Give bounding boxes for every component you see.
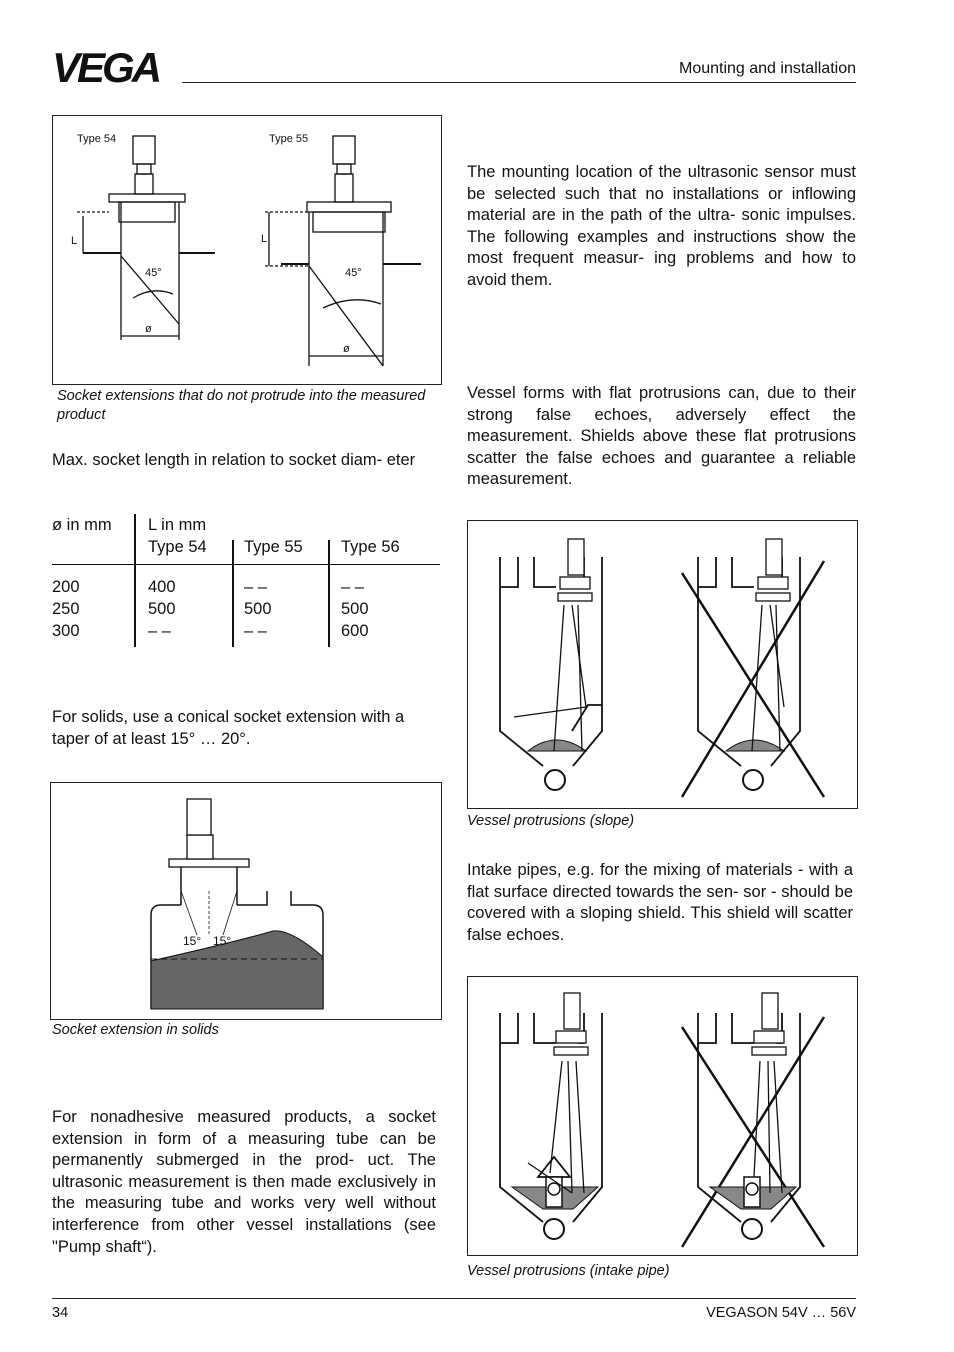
figure-socket-solids	[50, 782, 442, 1020]
table-header-type-55: Type 55	[244, 538, 303, 556]
figure2-caption: Socket extension in solids	[52, 1022, 219, 1038]
figure-vessel-slope	[467, 520, 858, 809]
table-divider-1	[134, 514, 136, 647]
socket-length-intro: Max. socket length in relation to socket diam- eter	[52, 451, 416, 469]
label-diameter-54: ø	[145, 323, 152, 335]
label-angle-55: 45°	[345, 267, 362, 279]
figure4-caption: Vessel protrusions (intake pipe)	[467, 1263, 670, 1279]
table-header-type-54: Type 54	[148, 538, 207, 556]
table-cell: 200	[52, 578, 80, 596]
logo-text: VEGA	[52, 48, 160, 88]
table-header-rule	[52, 564, 440, 565]
table-cell: – –	[341, 578, 364, 596]
table-cell: 300	[52, 622, 80, 640]
vessel-forms-paragraph: Vessel forms with flat protrusions can, due to their strong false echoes, adversely effect the measurement. Shields above these flat protrusions scatter the false echoes and guarantee a reliable measurement.	[467, 384, 856, 489]
vessel-intake-diagram	[468, 977, 857, 1255]
table-divider-2	[232, 540, 234, 647]
table-cell: 250	[52, 600, 80, 618]
table-divider-3	[328, 540, 330, 647]
table-cell: 500	[341, 600, 369, 618]
table-header-type-56: Type 56	[341, 538, 400, 556]
table-cell: – –	[148, 622, 171, 640]
label-length-54: L	[71, 235, 78, 247]
section-title: Mounting and installation	[678, 60, 856, 77]
intro-paragraph: The mounting location of the ultrasonic sensor must be selected such that no installations or inflowing material are in the path of the ultra- sonic impulses. The following examples and instructions show the most frequent measur- ing problems and how to avoid them.	[467, 163, 856, 289]
figure1-caption: Socket extensions that do not protrude into the measured product	[57, 388, 426, 423]
label-type-55: Type 55	[269, 133, 309, 145]
page-number: 34	[52, 1305, 69, 1321]
table-cell: – –	[244, 622, 267, 640]
table-cell: – –	[244, 578, 267, 596]
label-length-55: L	[261, 233, 268, 245]
vega-logo	[52, 48, 174, 88]
figure3-caption: Vessel protrusions (slope)	[467, 813, 635, 829]
table-cell: 400	[148, 578, 176, 596]
label-angle-54: 45°	[145, 267, 162, 279]
table-cell: 500	[148, 600, 176, 618]
table-cell: 600	[341, 622, 369, 640]
table-header-diameter: ø in mm	[52, 516, 112, 534]
label-type-54: Type 54	[77, 133, 117, 145]
socket-extensions-diagram	[53, 116, 441, 384]
nonadhesive-paragraph: For nonadhesive measured products, a socket extension in form of a measuring tube can be permanently submerged in the prod- uct. The ultrasonic measurement is then made exclusively in the measuring tube and works very well without interference from other vessel installations (see "Pump shaft“).	[52, 1108, 436, 1256]
label-diameter-55: ø	[343, 343, 350, 355]
header-rule	[182, 82, 856, 83]
socket-solids-diagram	[51, 783, 441, 1019]
footer-rule	[52, 1298, 856, 1299]
intake-paragraph: Intake pipes, e.g. for the mixing of materials - with a flat surface directed towards the sen- sor - should be covered with a sloping shield. This shield will scatter false echoes.	[467, 861, 853, 944]
label-angle-right: 15°	[213, 934, 232, 948]
solids-paragraph: For solids, use a conical socket extension with a taper of at least 15° … 20°.	[52, 708, 405, 748]
label-angle-left: 15°	[183, 934, 202, 948]
vega-logo-icon	[52, 48, 174, 88]
socket-length-table	[52, 514, 440, 649]
product-name: VEGASON 54V … 56V	[706, 1305, 856, 1321]
table-header-length: L in mm	[148, 516, 207, 534]
vessel-slope-diagram	[468, 521, 857, 808]
figure-vessel-intake	[467, 976, 858, 1256]
figure-socket-extensions	[52, 115, 442, 385]
table-cell: 500	[244, 600, 272, 618]
